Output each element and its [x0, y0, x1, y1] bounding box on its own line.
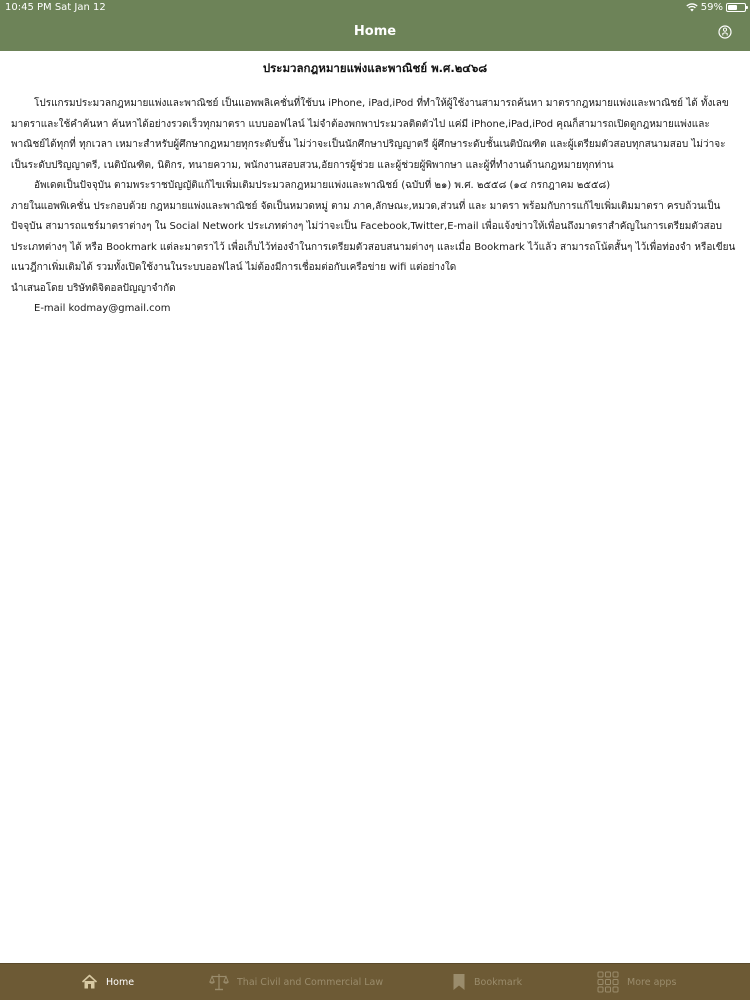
battery-level-fill — [728, 5, 737, 10]
tab-bookmark[interactable] — [452, 964, 522, 1000]
update-paragraph: อัพเดตเป็นปัจจุบัน ตามพระราชบัญญัติแก้ไขเพิ่มเติมประมวลกฎหมายแพ่งและพาณิชย์ (ฉบับที่ ๒๑) พ.ศ. ๒๕๕๘ (๑๔ กรกฎาคม ๒๕๕๘) — [34, 180, 611, 191]
status-indicators — [686, 2, 746, 13]
tab-bookmark-label: Bookmark — [474, 976, 523, 988]
tab-thai-civil-law-label: Thai Civil and Commercial Law — [237, 976, 384, 988]
app-header — [0, 0, 750, 51]
home-icon — [81, 974, 98, 990]
tab-home[interactable] — [81, 964, 134, 1000]
presented-by-text: นำเสนอโดย บริษัทดิจิตอลปัญญาจำกัด — [11, 282, 176, 294]
bookmark-icon — [452, 973, 466, 991]
battery-percent: 59% — [700, 2, 723, 13]
contact-email: E-mail kodmay@gmail.com — [34, 303, 171, 314]
content-area[interactable] — [0, 51, 750, 963]
tab-more-apps[interactable] — [597, 964, 676, 1000]
info-icon[interactable] — [718, 25, 732, 39]
intro-paragraph: โปรแกรมประมวลกฎหมายแพ่งและพาณิชย์ เป็นแอพพลิเคชั่นที่ใช้บน iPhone, iPad,iPod ที่ทำให้ผู้ใช้งานสามารถค้นหา มาตรากฎหมายแพ่งและพาณิชย์ ได้ ทั้งเลขมาตราและใช้คำค้นหา ค้นหาได้อย่างรวดเร็วทุกมาตรา แบบออฟไลน์ ไม่จำต้องพกพาประมวลติดตัวไป แค่มี iPhone,iPad,iPod คุณก็สามารถเปิดดูกฎหมายแพ่งและพาณิชย์ได้ทุกที่ ทุกเวลา เหมาะสำหรับผู้ศึกษากฎหมายทุกระดับชั้น ไม่ว่าจะเป็นนักศึกษาปริญญาตรี ผู้ศึกษาระดับชั้นเนติบัณฑิต และผู้เตรียมตัวสอบทุกสนามสอบ ไม่ว่าจะเป็นระดับปริญญาตรี, เนติบัณฑิต, นิติกร, ทนายความ, พนักงานสอบสวน,อัยการผู้ช่วย และผู้ช่วยผู้พิพากษา และผู้ที่ทำงานด้านกฎหมายทุกท่าน — [11, 98, 729, 171]
tab-bar — [0, 963, 750, 1000]
tab-thai-civil-law[interactable] — [209, 964, 383, 1000]
tab-home-label: Home — [106, 976, 135, 988]
tab-more-apps-label: More apps — [627, 976, 677, 988]
status-bar — [0, 0, 750, 16]
battery-icon — [726, 3, 746, 12]
wifi-icon — [686, 3, 698, 12]
document-title: ประมวลกฎหมายแพ่งและพาณิชย์ พ.ศ.๒๔๖๘ — [262, 61, 488, 75]
battery-cap — [746, 6, 748, 9]
status-time-date: 10:45 PM Sat Jan 12 — [5, 2, 106, 13]
features-paragraph: ภายในแอพพิเคชั่น ประกอบด้วย กฎหมายแพ่งและพาณิชย์ จัดเป็นหมวดหมู่ ตาม ภาค,ลักษณะ,หมวด,ส่วนที่ และ มาตรา พร้อมกับการแก้ไขเพิ่มเติมมาตรา ครบถ้วนเป็นปัจจุบัน สามารถแชร์มาตราต่างๆ ใน Social Network ประเภทต่างๆ ไม่ว่าจะเป็น Facebook,Twitter,E-mail เพื่อแจ้งข่าวให้เพื่อนถึงมาตราสำคัญในการเตรียมตัวสอบประเภทต่างๆ ได้ หรือ Bookmark แต่ละมาตราไว้ เพื่อเก็บไว้ท่องจำในการเตรียมตัวสอบสนามต่างๆ และเมื่อ Bookmark ไว้แล้ว สามารถโน้ตสั้นๆ ไว้เพื่อท่องจำ หรือเขียนแนวฎีกาเพิ่มเติมได้ รวมทั้งเปิดใช้งานในระบบออฟไลน์ ไม่ต้องมีการเชื่อมต่อกับเครือข่าย wifi แต่อย่างใด — [11, 200, 736, 273]
document-body — [11, 94, 736, 320]
scales-icon — [209, 973, 229, 991]
nav-title: Home — [353, 24, 397, 39]
grid-icon — [597, 971, 619, 993]
